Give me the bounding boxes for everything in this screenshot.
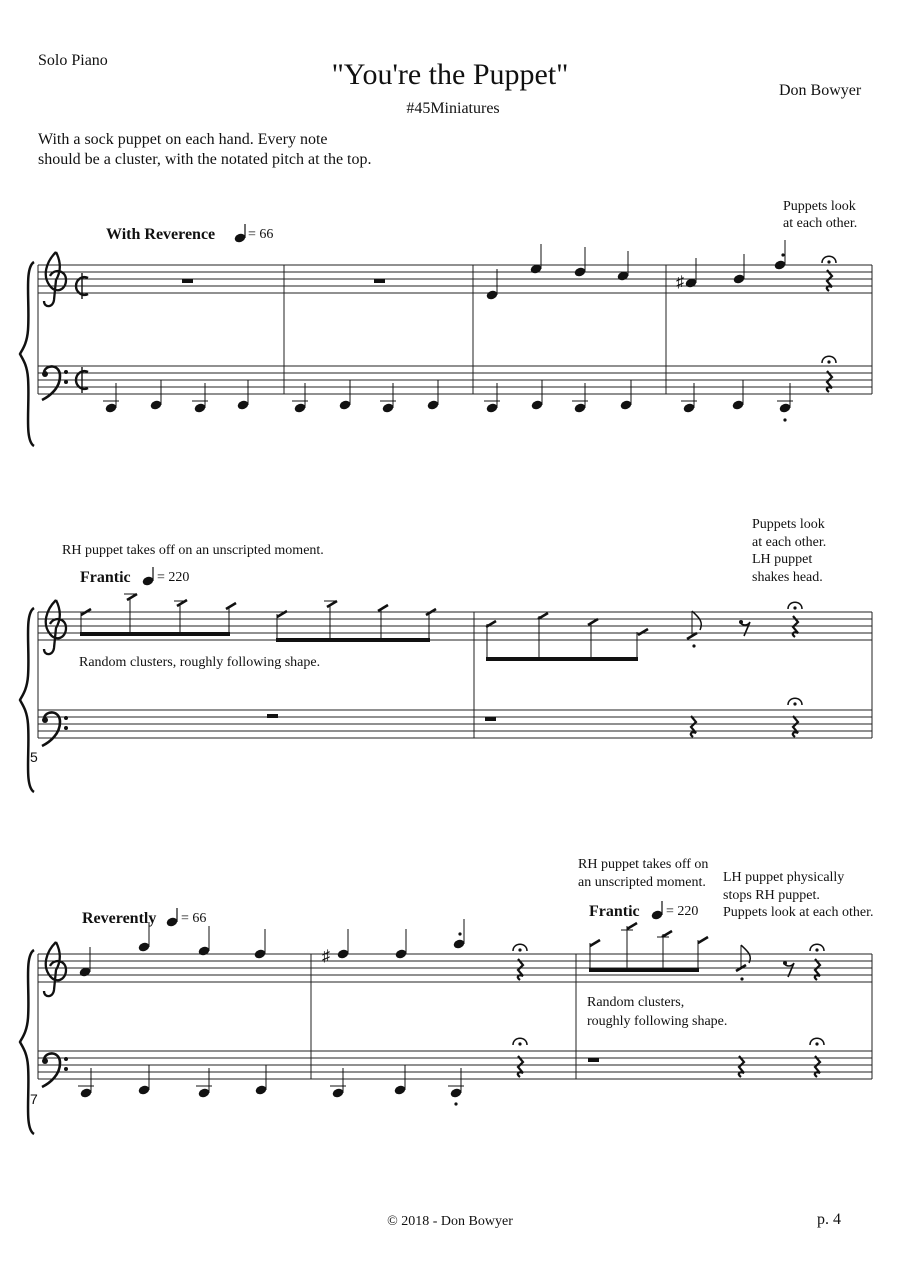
metronome-notes xyxy=(141,224,663,928)
composer-name: Don Bowyer xyxy=(779,82,862,99)
svg-text:♯: ♯ xyxy=(322,948,330,965)
tempo-marking-4-value: = 220 xyxy=(666,904,699,919)
copyright: © 2018 - Don Bowyer xyxy=(387,1214,513,1229)
system-1 xyxy=(20,240,872,446)
piece-subtitle: #45Miniatures xyxy=(406,100,500,117)
tempo-marking-3-value: = 66 xyxy=(181,911,207,926)
system-2 xyxy=(20,594,872,792)
annotation-rh-takes-off-1: RH puppet takes off on an unscripted moment. xyxy=(62,543,324,558)
tempo-marking-1-value: = 66 xyxy=(248,227,274,242)
random-clusters-1: Random clusters, roughly following shape. xyxy=(79,655,321,670)
tempo-marking-4-label: Frantic xyxy=(589,903,640,920)
instrument-label: Solo Piano xyxy=(38,52,108,69)
annotation-lh-stops: LH puppet physically stops RH puppet. Puppets look at each other. xyxy=(723,870,874,920)
annotation-puppets-look-1: Puppets look at each other. xyxy=(783,199,858,231)
tempo-marking-3-label: Reverently xyxy=(82,910,157,927)
tempo-marking-1-label: With Reverence xyxy=(106,226,216,243)
random-clusters-2: Random clusters, roughly following shape. xyxy=(587,995,728,1029)
tempo-marking-2-value: = 220 xyxy=(157,570,190,585)
system-3 xyxy=(20,919,872,1134)
piece-title: "You're the Puppet" xyxy=(331,58,569,91)
annotation-look-shake: Puppets look at each other. LH puppet shakes head. xyxy=(752,517,827,585)
page-number: p. 4 xyxy=(817,1211,841,1228)
annotation-rh-takes-off-2: RH puppet takes off on an unscripted moment. xyxy=(578,857,709,890)
tempo-marking-2-label: Frantic xyxy=(80,569,131,586)
performance-instructions: With a sock puppet on each hand. Every note should be a cluster, with the notated pitch at the top. xyxy=(38,131,372,168)
measure-number-5: 5 xyxy=(30,749,38,765)
svg-text:♯: ♯ xyxy=(676,274,684,291)
measure-number-7: 7 xyxy=(30,1091,38,1107)
